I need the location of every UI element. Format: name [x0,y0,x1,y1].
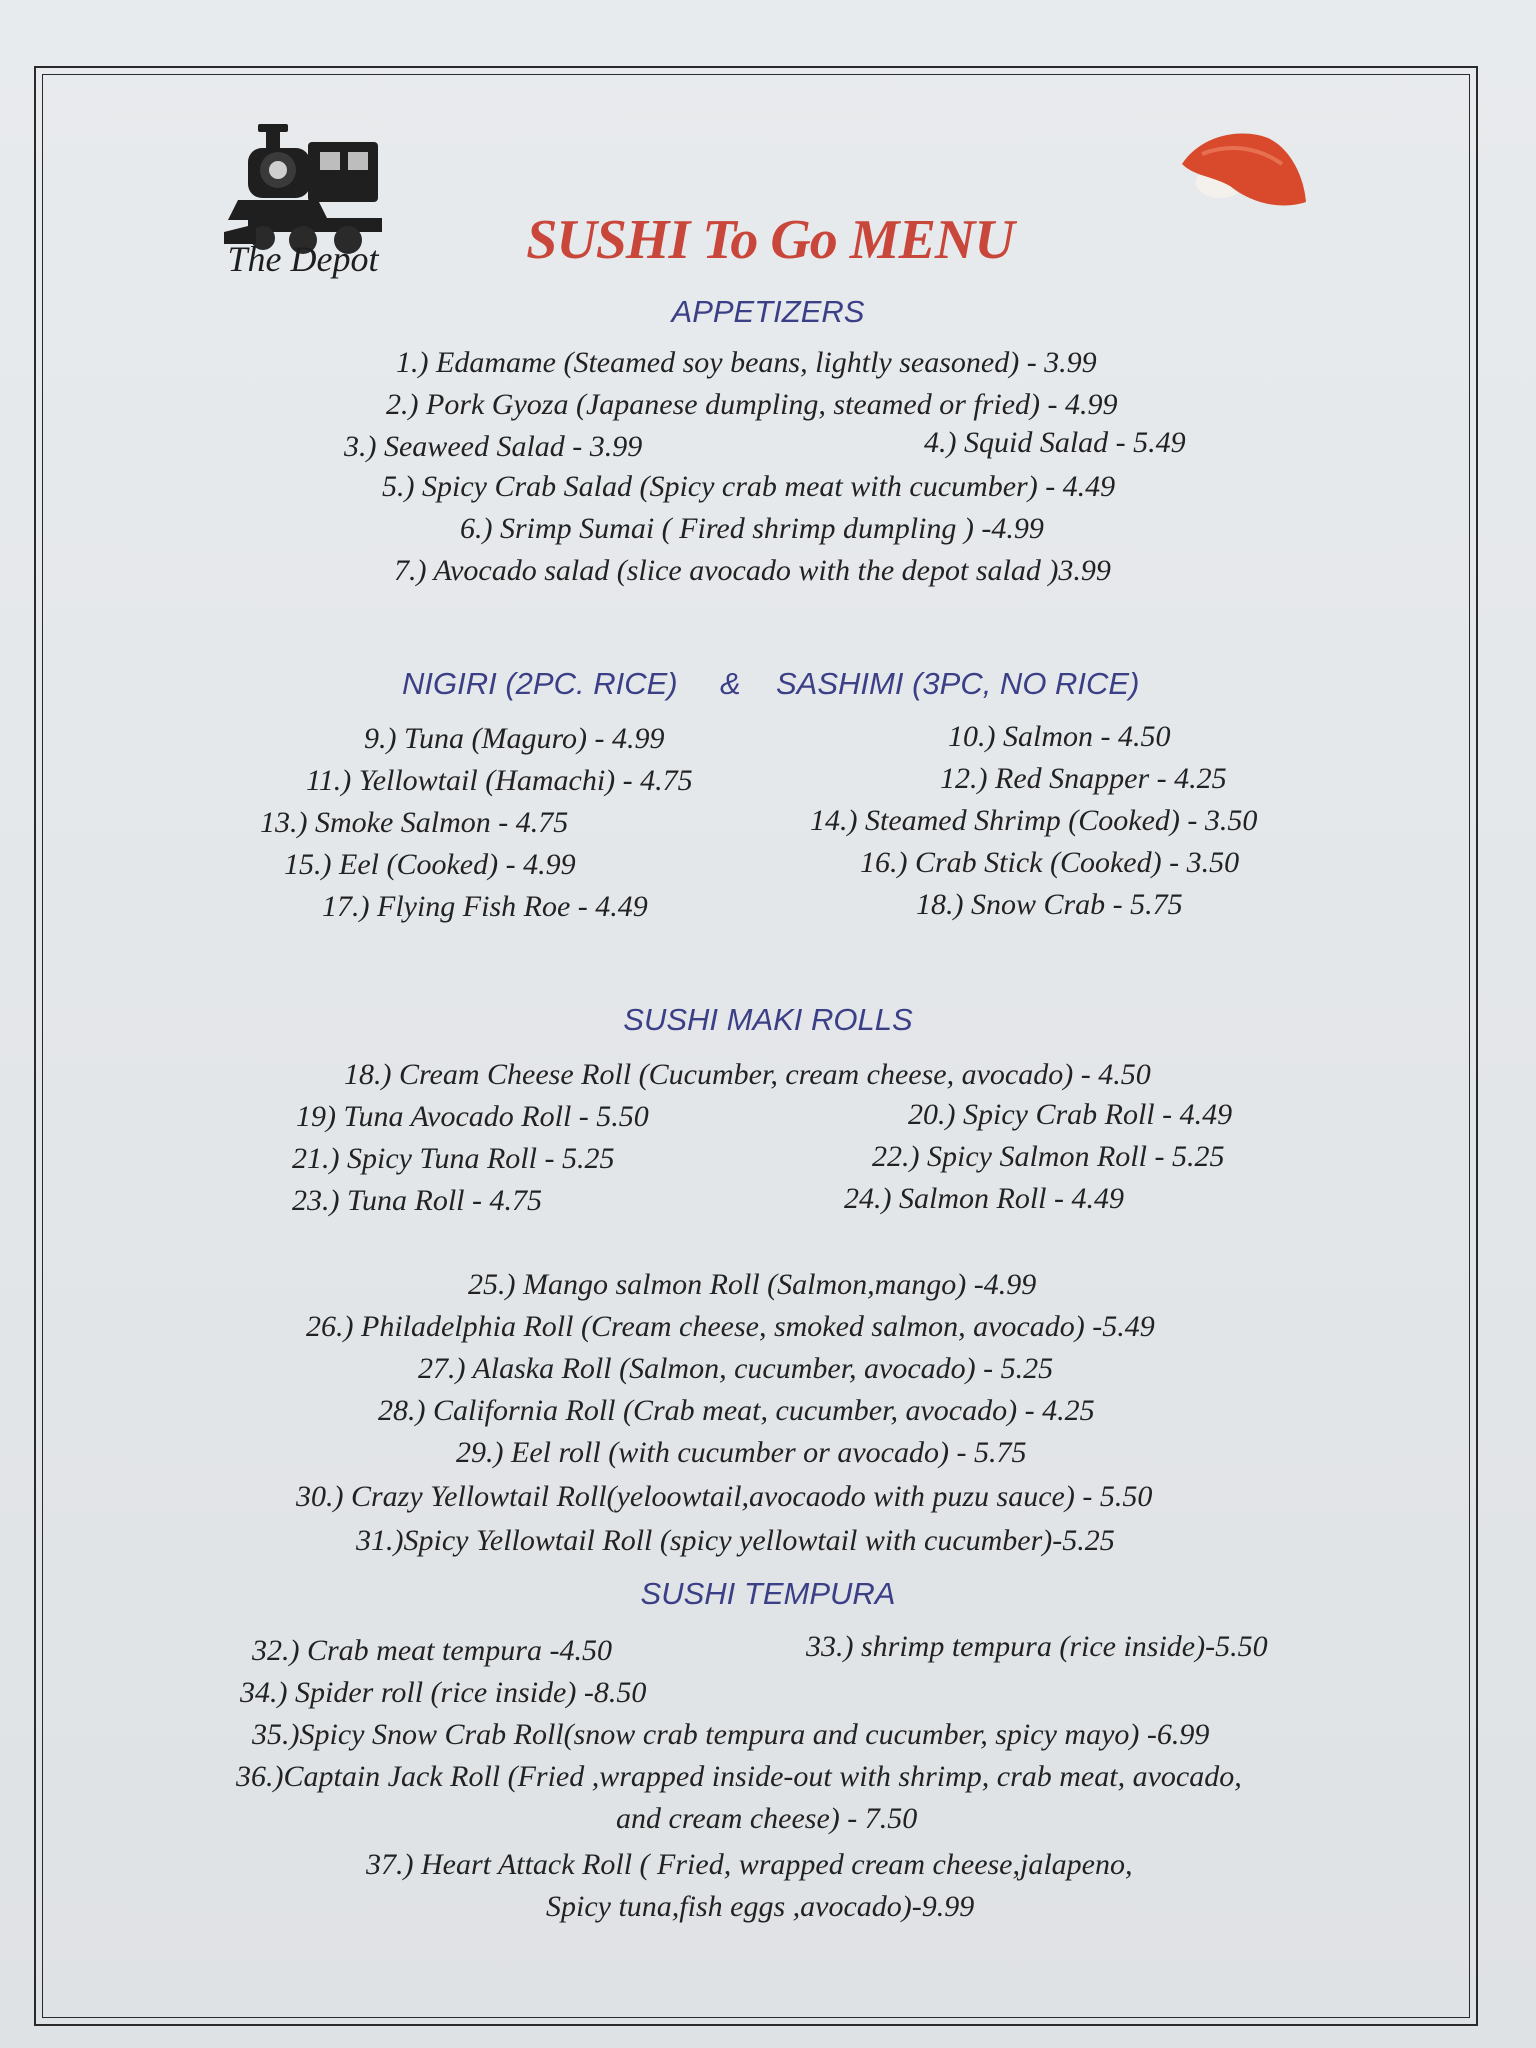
menu-item: 37.) Heart Attack Roll ( Fried, wrapped cream cheese,jalapeno, [366,1848,1133,1881]
menu-item: 18.) Cream Cheese Roll (Cucumber, cream cheese, avocado) - 4.50 [344,1058,1151,1091]
nigiri-heading: NIGIRI (2PC. RICE) [402,666,678,701]
menu-item: 28.) California Roll (Crab meat, cucumber, avocado) - 4.25 [378,1394,1095,1427]
menu-item: 17.) Flying Fish Roe - 4.49 [322,890,648,923]
appetizers-heading: APPETIZERS [671,294,865,329]
menu-item: 11.) Yellowtail (Hamachi) - 4.75 [306,764,693,797]
menu-item: 31.)Spicy Yellowtail Roll (spicy yellowtail with cucumber)-5.25 [356,1524,1115,1557]
menu-item: 3.) Seaweed Salad - 3.99 [344,430,643,463]
menu-item: 7.) Avocado salad (slice avocado with the depot salad )3.99 [394,554,1111,587]
tempura-heading: SUSHI TEMPURA [640,1576,896,1611]
menu-item: 23.) Tuna Roll - 4.75 [292,1184,543,1217]
menu-item: 16.) Crab Stick (Cooked) - 3.50 [860,846,1240,879]
menu-item: 4.) Squid Salad - 5.49 [924,426,1186,459]
menu-item: Spicy tuna,fish eggs ,avocado)-9.99 [546,1890,975,1923]
menu-item: 29.) Eel roll (with cucumber or avocado) - 5.75 [456,1436,1027,1469]
menu-item: 12.) Red Snapper - 4.25 [940,762,1227,795]
menu-item: 13.) Smoke Salmon - 4.75 [260,806,569,839]
menu-item: 32.) Crab meat tempura -4.50 [252,1634,612,1667]
menu-item: 6.) Srimp Sumai ( Fired shrimp dumpling ) -4.99 [460,512,1044,545]
menu-item: and cream cheese) - 7.50 [616,1802,918,1835]
menu-item: 33.) shrimp tempura (rice inside)-5.50 [806,1630,1268,1663]
menu-item: 2.) Pork Gyoza (Japanese dumpling, steamed or fried) - 4.99 [386,388,1118,421]
logo-text: The Depot [227,239,379,279]
menu-item: 9.) Tuna (Maguro) - 4.99 [364,722,665,755]
menu-item: 19) Tuna Avocado Roll - 5.50 [296,1100,649,1133]
maki-heading: SUSHI MAKI ROLLS [623,1002,913,1037]
menu-item: 20.) Spicy Crab Roll - 4.49 [908,1098,1233,1131]
menu-item: 27.) Alaska Roll (Salmon, cucumber, avocado) - 5.25 [418,1352,1054,1385]
menu-item: 22.) Spicy Salmon Roll - 5.25 [872,1140,1225,1173]
menu-item: 36.)Captain Jack Roll (Fried ,wrapped inside-out with shrimp, crab meat, avocado, [236,1760,1242,1793]
ampersand-label: & [720,666,741,701]
menu-item: 26.) Philadelphia Roll (Cream cheese, smoked salmon, avocado) -5.49 [306,1310,1155,1343]
menu-item: 21.) Spicy Tuna Roll - 5.25 [292,1142,615,1175]
menu-title: SUSHI To Go MENU [526,209,1014,271]
menu-item: 24.) Salmon Roll - 4.49 [844,1182,1124,1215]
menu-item: 18.) Snow Crab - 5.75 [916,888,1183,921]
sushi-nigiri-icon [1172,124,1312,214]
menu-item: 14.) Steamed Shrimp (Cooked) - 3.50 [810,804,1258,837]
menu-item: 25.) Mango salmon Roll (Salmon,mango) -4.99 [468,1268,1037,1301]
menu-item: 10.) Salmon - 4.50 [948,720,1171,753]
menu-item: 5.) Spicy Crab Salad (Spicy crab meat with cucumber) - 4.49 [382,470,1116,503]
menu-item: 15.) Eel (Cooked) - 4.99 [284,848,576,881]
menu-item: 35.)Spicy Snow Crab Roll(snow crab tempura and cucumber, spicy mayo) -6.99 [252,1718,1210,1751]
menu-item: 30.) Crazy Yellowtail Roll(yeloowtail,avocaodo with puzu sauce) - 5.50 [296,1480,1153,1513]
menu-item: 34.) Spider roll (rice inside) -8.50 [240,1676,647,1709]
sashimi-heading: SASHIMI (3PC, NO RICE) [776,666,1140,701]
menu-item: 1.) Edamame (Steamed soy beans, lightly seasoned) - 3.99 [396,346,1097,379]
